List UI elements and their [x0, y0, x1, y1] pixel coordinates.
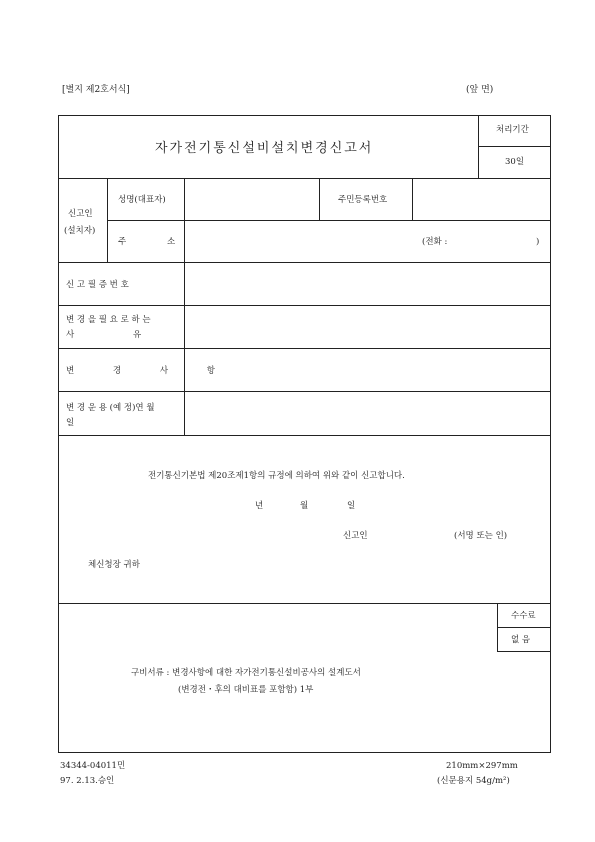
resident-number-field[interactable] [420, 196, 545, 208]
reason-label-2b: 유 [133, 330, 142, 340]
fee-value: 없 음 [511, 635, 531, 645]
fee-box-mid [497, 627, 550, 628]
processing-period-label: 처리기간 [496, 125, 529, 135]
page-side-label: (앞 면) [466, 85, 494, 95]
date-year: 년 [255, 501, 264, 511]
change-date-label-1: 변 경 운 용 (예 정)연 월 [66, 403, 155, 413]
paper-type: (신문용지 54g/m²) [437, 776, 510, 786]
row-line-7 [58, 603, 550, 604]
documents-line-1: 구비서류 : 변경사항에 대한 자가전기통신설비공사의 설계도서 [131, 668, 361, 678]
row-line-1 [58, 178, 550, 179]
approval-date: 97. 2.13.승인 [60, 776, 115, 786]
installer-label: (설치자) [64, 226, 96, 236]
phone-label: (전화 : [422, 237, 448, 247]
fee-label: 수수료 [511, 611, 536, 621]
paper-size: 210mm×297mm [446, 761, 518, 771]
resident-label-right [412, 178, 413, 220]
frame-bottom [58, 752, 551, 753]
addressee: 체신청장 귀하 [88, 560, 140, 570]
value-column-divider [184, 178, 185, 435]
documents-line-2: (변경전・후의 대비표를 포함함) 1부 [178, 685, 314, 695]
resident-label-left [319, 178, 320, 220]
row-line-3 [58, 305, 550, 306]
processing-period-value: 30일 [505, 157, 525, 167]
reporter-mid-line [107, 220, 550, 221]
row-line-2 [58, 262, 550, 263]
row-line-6 [58, 435, 550, 436]
date-day: 일 [347, 501, 356, 511]
frame-right [550, 115, 551, 752]
row-line-4 [58, 348, 550, 349]
date-month: 월 [300, 501, 309, 511]
name-label: 성명(대표자) [118, 195, 166, 205]
reason-label-2a: 사 [66, 330, 75, 340]
certificate-number-label: 신 고 필 증 번 호 [66, 280, 129, 290]
address-label-2: 소 [167, 237, 176, 247]
phone-close: ) [536, 237, 540, 247]
row-line-5 [58, 391, 550, 392]
declaration-statement: 전기통신기본법 제20조제1항의 규정에 의하여 위와 같이 신고합니다. [148, 471, 405, 481]
address-label-1: 주 [118, 237, 127, 247]
signature-note: (서명 또는 인) [454, 531, 508, 541]
fee-box-bottom [497, 651, 550, 652]
processing-divider [478, 146, 550, 147]
resident-number-label: 주민등록번호 [338, 195, 388, 205]
name-field[interactable] [192, 196, 312, 208]
form-code: 34344-04011민 [60, 761, 126, 771]
signer-label: 신고인 [343, 531, 368, 541]
change-label: 변 경 사 항 [66, 366, 233, 376]
form-number: [별지 제2호서식] [62, 85, 130, 95]
frame-left [58, 115, 59, 752]
reporter-label: 신고인 [68, 209, 93, 219]
form-title: 자가전기통신설비설치변경신고서 [155, 141, 374, 156]
reason-label-1: 변 경 을 필 요 로 하 는 [66, 315, 151, 325]
change-date-label-2: 일 [66, 418, 75, 428]
